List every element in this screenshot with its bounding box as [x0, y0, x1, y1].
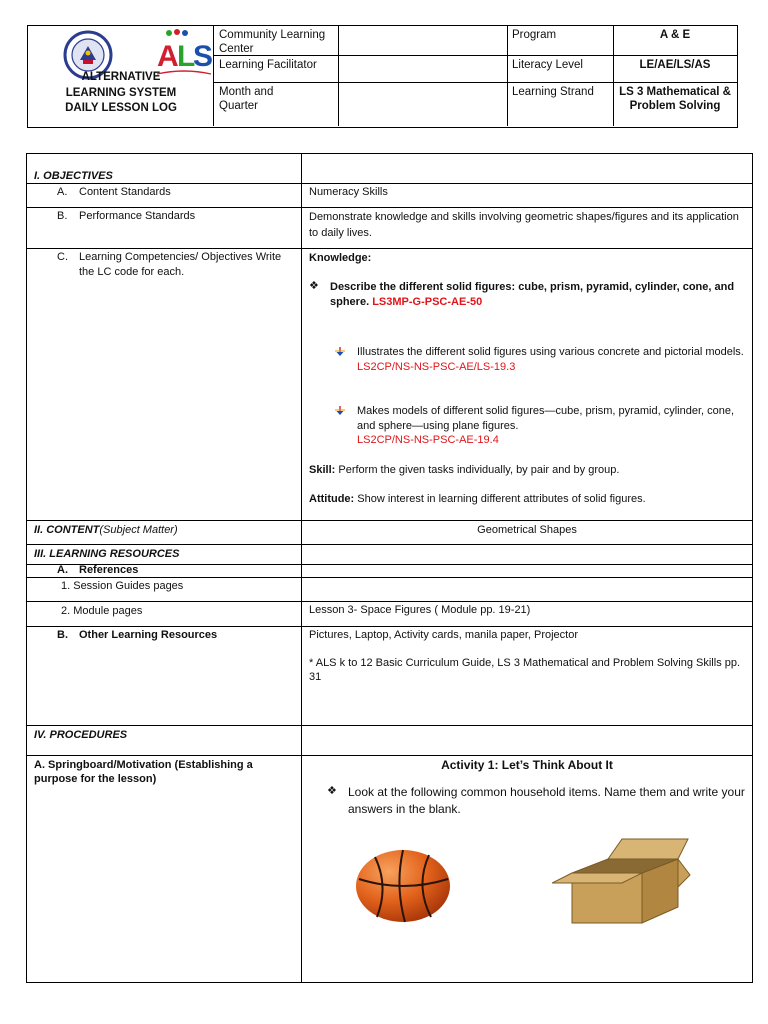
references-letter: A. — [57, 564, 68, 576]
skill-line: Skill: Perform the given tasks individually, by pair and by group. — [309, 464, 620, 476]
strand-label: Learning Strand — [512, 86, 594, 98]
arrow-bullet-icon — [335, 347, 345, 357]
sub-objective-1: Illustrates the different solid figures using various concrete and pictorial models. LS2CP/NS-NS-PSC-AE/LS-19.3 — [357, 345, 747, 374]
literacy-value: LE/AE/LS/AS — [639, 59, 711, 71]
resources-heading: III. LEARNING RESOURCES — [34, 548, 180, 560]
month-quarter-label: Month and Quarter — [219, 86, 274, 112]
module-pages-label: 2. Module pages — [61, 605, 143, 617]
activity-instruction: Look at the following common household items. Name them and write your answers in the blank. — [348, 785, 745, 816]
diamond-bullet-icon: ❖ — [327, 785, 337, 797]
knowledge-objective: Describe the different solid figures: cube, prism, pyramid, cylinder, cone, and sphere. LS3MP-G-PSC-AE-50 — [330, 281, 735, 308]
svg-text:S: S — [193, 40, 214, 73]
module-pages-value: Lesson 3- Space Figures ( Module pp. 19-21) — [309, 604, 531, 616]
header-block — [27, 25, 738, 128]
content-value: Geometrical Shapes — [477, 524, 577, 536]
competencies-letter: C. — [57, 251, 68, 263]
performance-standards-value: Demonstrate knowledge and skills involving geometric shapes/figures and its application to daily lives. — [309, 211, 739, 239]
content-heading: II. CONTENT(Subject Matter) — [34, 524, 178, 536]
knowledge-lc-code: LS3MP-G-PSC-AE-50 — [372, 296, 483, 308]
procedures-heading: IV. PROCEDURES — [34, 729, 128, 741]
log-title: ALTERNATIVE LEARNING SYSTEM DAILY LESSON LOG — [65, 71, 177, 114]
session-guides-label: 1. Session Guides pages — [61, 580, 184, 592]
objectives-heading: I. OBJECTIVES — [34, 170, 113, 182]
cardboard-box-image — [552, 837, 692, 927]
logo-area — [28, 26, 214, 126]
other-resources-value: Pictures, Laptop, Activity cards, manila paper, Projector — [309, 629, 579, 641]
content-standards-label: Content Standards — [79, 186, 171, 198]
springboard-label: A. Springboard/Motivation (Establishing a purpose for the lesson) — [34, 759, 253, 785]
program-label: Program — [512, 29, 557, 41]
activity-title: Activity 1: Let’s Think About It — [441, 758, 613, 772]
literacy-label: Literacy Level — [512, 59, 583, 71]
attitude-line: Attitude: Show interest in learning different attributes of solid figures. — [309, 493, 646, 505]
performance-standards-label: Performance Standards — [79, 210, 196, 222]
other-resources-letter: B. — [57, 629, 68, 641]
performance-standards-letter: B. — [57, 210, 68, 222]
content-standards-letter: A. — [57, 186, 68, 198]
lesson-table — [26, 153, 753, 983]
curriculum-guide-note: * ALS k to 12 Basic Curriculum Guide, LS 3 Mathematical and Problem Solving Skills pp. 31 — [309, 657, 741, 683]
clc-value-field[interactable] — [338, 26, 507, 55]
sub-objective-2-code: LS2CP/NS-NS-PSC-AE-19.4 — [357, 434, 499, 446]
basketball-image — [355, 849, 451, 923]
sub-objective-1-code: LS2CP/NS-NS-PSC-AE/LS-19.3 — [357, 360, 516, 373]
header-fields — [214, 26, 737, 126]
strand-value: LS 3 Mathematical & Problem Solving — [619, 86, 731, 112]
month-quarter-value-field[interactable] — [338, 83, 507, 125]
content-standards-value: Numeracy Skills — [309, 186, 388, 198]
references-label: References — [79, 564, 139, 576]
knowledge-label: Knowledge: — [309, 252, 372, 264]
diamond-bullet-icon: ❖ — [309, 280, 319, 292]
sub-objective-2: Makes models of different solid figures—cube, prism, pyramid, cylinder, cone, and sphere—using plane figures. LS2CP/NS-NS-PSC-AE-19.4 — [357, 404, 747, 448]
other-resources-label: Other Learning Resources — [79, 629, 218, 641]
facilitator-value-field[interactable] — [338, 56, 507, 82]
svg-text:L: L — [177, 40, 196, 73]
program-value: A & E — [659, 29, 691, 41]
competencies-label: Learning Competencies/ Objectives Write the LC code for each. — [79, 251, 282, 278]
arrow-bullet-icon — [335, 406, 345, 416]
clc-label: Community Learning Center — [219, 29, 326, 55]
svg-text:A: A — [157, 40, 179, 73]
facilitator-label: Learning Facilitator — [219, 59, 317, 71]
